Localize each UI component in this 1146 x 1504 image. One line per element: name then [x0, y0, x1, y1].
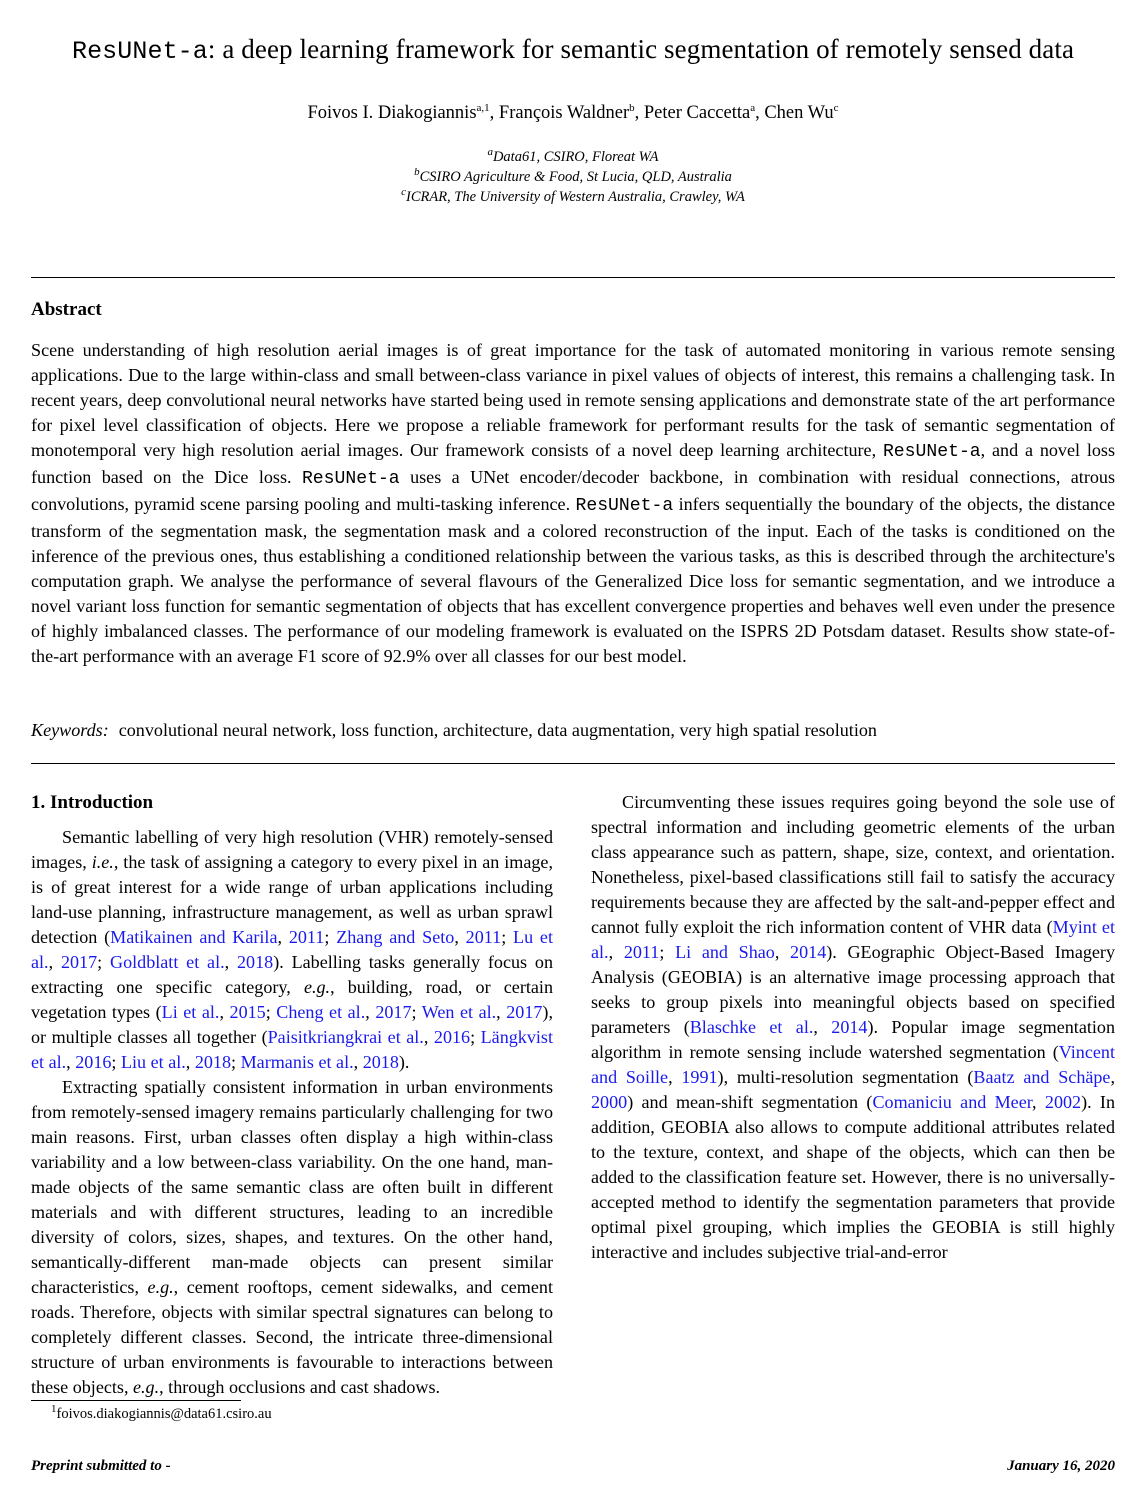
citation-link[interactable]: 1991 — [681, 1067, 718, 1087]
citation-link[interactable]: 2017 — [60, 952, 98, 972]
author: Foivos I. Diakogiannis$^{a,1}$, — [307, 101, 499, 123]
paragraph: Semantic labelling of very high resolution (VHR) remotely-sensed images, i.e., the task of assigning a category to every pixel in an image, is of great interest for a wide range of urban applications including land-use planning, infrastructure management, as well as urban sprawl detection (Matikainen and Karila, 2011; Zhang and Seto, 2011; Lu et al., 2017; Goldblatt et al., 2018). Labelling tasks generally focus on extracting one specific category, e.g., building, road, or certain vegetation types (Li et al., 2015; Cheng et al., 2017; Wen et al., 2017), or multiple classes all together (Paisitkriangkrai et al., 2016; Längkvist et al., 2016; Liu et al., 2018; Marmanis et al., 2018). — [31, 827, 553, 1072]
citation-link[interactable]: 2018 — [194, 1052, 232, 1072]
author: François Waldner$^b$, — [498, 101, 644, 123]
citation-link[interactable]: 2014 — [790, 942, 827, 962]
left-column — [31, 790, 553, 1400]
citation-link[interactable]: 2011 — [465, 927, 502, 947]
citation-link[interactable]: Goldblatt et al. — [110, 952, 225, 972]
citation-link[interactable]: Zhang and Seto — [336, 927, 455, 947]
affiliation: $^c$ICRAR, The University of Western Australia, Crawley, WA — [401, 186, 745, 205]
author-list — [0, 103, 1146, 124]
citation-link[interactable]: 2017 — [506, 1002, 543, 1022]
citation-link[interactable]: Lu et al. — [31, 927, 553, 972]
citation-link[interactable]: 2011 — [288, 927, 325, 947]
citation-link[interactable]: Matikainen and Karila — [110, 927, 278, 947]
preprint-date: January 16, 2020 — [1007, 1458, 1115, 1474]
citation-link[interactable]: Li et al. — [161, 1002, 220, 1022]
citation-link[interactable]: Längkvist et al. — [31, 1027, 553, 1072]
citation-link[interactable]: Paisitkriangkrai et al. — [267, 1027, 424, 1047]
citation-link[interactable]: Vincent and Soille — [591, 1042, 1115, 1087]
citation-link[interactable]: 2017 — [375, 1002, 412, 1022]
citation-link[interactable]: 2011 — [623, 942, 660, 962]
abstract-text: Scene understanding of high resolution aerial images is of great importance for the task of automated monitoring in various remote sensing applications. Due to the large within-class and small between-class variance in pixel values of objects of interest, this remains a challenging task. In recent years, deep convolutional neural networks have started being used in remote sensing applications and demonstrate state of the art performance for pixel level classification of objects. Here we propose a reliable framework for performant results for the task of semantic segmentation of monotemporal very high resolution aerial images. Our framework consists of a novel deep learning architecture, ResUNet-a, and a novel loss function based on the Dice loss. ResUNet-a uses a UNet encoder/decoder backbone, in combination with residual connections, atrous convolutions, pyramid scene parsing pooling and multi-tasking inference. ResUNet-a infers sequentially the boundary of the objects, the distance transform of the segmentation mask, the segmentation mask and a colored reconstruction of the input. Each of the tasks is conditioned on the inference of the previous ones, thus establishing a conditioned relationship between the various tasks, as this is described through the architecture's computation graph. We analyse the performance of several flavours of the Generalized Dice loss for semantic segmentation, and we introduce a novel variant loss function for semantic segmentation of objects that has excellent convergence properties and behaves well even under the presence of highly imbalanced classes. The performance of our modeling framework is evaluated on the ISPRS 2D Potsdam dataset. Results show state-of-the-art performance with an average F1 score of 92.9% over all classes for our best model. — [31, 340, 1115, 666]
keywords-label: Keywords: — [31, 720, 109, 740]
citation-link[interactable]: 2002 — [1044, 1092, 1082, 1112]
citation-link[interactable]: Myint et al. — [591, 917, 1115, 962]
citation-link[interactable]: 2018 — [362, 1052, 399, 1072]
author: Chen Wu$^c$ — [764, 101, 839, 123]
affiliation: $^a$Data61, CSIRO, Floreat WA — [487, 146, 659, 165]
citation-link[interactable]: 2000 — [591, 1092, 628, 1112]
footnote: $^1$foivos.diakogiannis@data61.csiro.au — [51, 1403, 272, 1422]
keywords — [31, 720, 877, 741]
citation-link[interactable]: Marmanis et al. — [240, 1052, 354, 1072]
citation-link[interactable]: 2016 — [433, 1027, 471, 1047]
citation-link[interactable]: Blaschke et al. — [689, 1017, 814, 1037]
affiliations — [0, 147, 1146, 207]
footnote-divider — [31, 1400, 241, 1401]
citation-link[interactable]: Baatz and Schäpe — [973, 1067, 1111, 1087]
paper-title — [0, 34, 1146, 66]
paragraph: Circumventing these issues requires going beyond the sole use of spectral information and including geometric elements of the urban class appearance such as pattern, shape, size, context, and orientation. Nonetheless, pixel-based classifications still fail to satisfy the accuracy requirements because they are affected by the salt-and-pepper effect and cannot fully exploit the rich information content of VHR data (Myint et al., 2011; Li and Shao, 2014). GEographic Object-Based Imagery Analysis (GEOBIA) is an alternative image processing approach that seeks to group pixels into meaningful objects based on specified parameters (Blaschke et al., 2014). Popular image segmentation algorithm in remote sensing include watershed segmentation (Vincent and Soille, 1991), multi-resolution segmentation (Baatz and Schäpe, 2000) and mean-shift segmentation (Comaniciu and Meer, 2002). In addition, GEOBIA also allows to compute additional attributes related to the texture, context, and shape of the objects, which can then be added to the classification feature set. However, there is no universally-accepted method to identify the segmentation parameters that provide optimal pixel grouping, which implies the GEOBIA is still highly interactive and includes subjective trial-and-error — [591, 792, 1116, 1262]
citation-link[interactable]: Wen et al. — [421, 1002, 497, 1022]
citation-link[interactable]: Liu et al. — [120, 1052, 186, 1072]
abstract-divider — [31, 763, 1115, 764]
author: Peter Caccetta$^a$, — [643, 101, 765, 123]
citation-link[interactable]: Cheng et al. — [276, 1002, 366, 1022]
title-text: : a deep learning framework for semantic segmentation of remotely sensed data — [207, 34, 1075, 64]
citation-link[interactable]: 2016 — [75, 1052, 112, 1072]
citation-link[interactable]: Li and Shao — [675, 942, 775, 962]
title-code: ResUNet-a — [71, 37, 208, 66]
affiliation: $^b$CSIRO Agriculture & Food, St Lucia, QLD, Australia — [414, 166, 732, 185]
section-heading-introduction: 1. Introduction — [31, 792, 154, 813]
preprint-note: Preprint submitted to - — [31, 1458, 171, 1474]
citation-link[interactable]: 2015 — [229, 1002, 266, 1022]
top-divider — [31, 277, 1115, 278]
abstract-heading: Abstract — [31, 299, 102, 320]
paragraph: Extracting spatially consistent information in urban environments from remotely-sensed imagery remains particularly challenging for two main reasons. First, urban classes often display a high within-class variability and a low between-class variability. On the one hand, man-made objects of the same semantic class are often built in different materials and with different structures, leading to an incredible diversity of colors, sizes, shapes, and textures. On the other hand, semantically-different man-made objects can present similar characteristics, e.g., cement rooftops, cement sidewalks, and cement roads. Therefore, objects with similar spectral signatures can belong to completely different classes. Second, the intricate three-dimensional structure of urban environments is favourable to interactions between these objects, e.g., through occlusions and cast shadows. — [31, 1077, 553, 1397]
citation-link[interactable]: 2018 — [237, 952, 274, 972]
citation-link[interactable]: 2014 — [831, 1017, 868, 1037]
right-column — [591, 790, 1115, 1265]
keywords-text: convolutional neural network, loss function, architecture, data augmentation, very high spatial resolution — [118, 720, 877, 740]
citation-link[interactable]: Comaniciu and Meer — [872, 1092, 1033, 1112]
